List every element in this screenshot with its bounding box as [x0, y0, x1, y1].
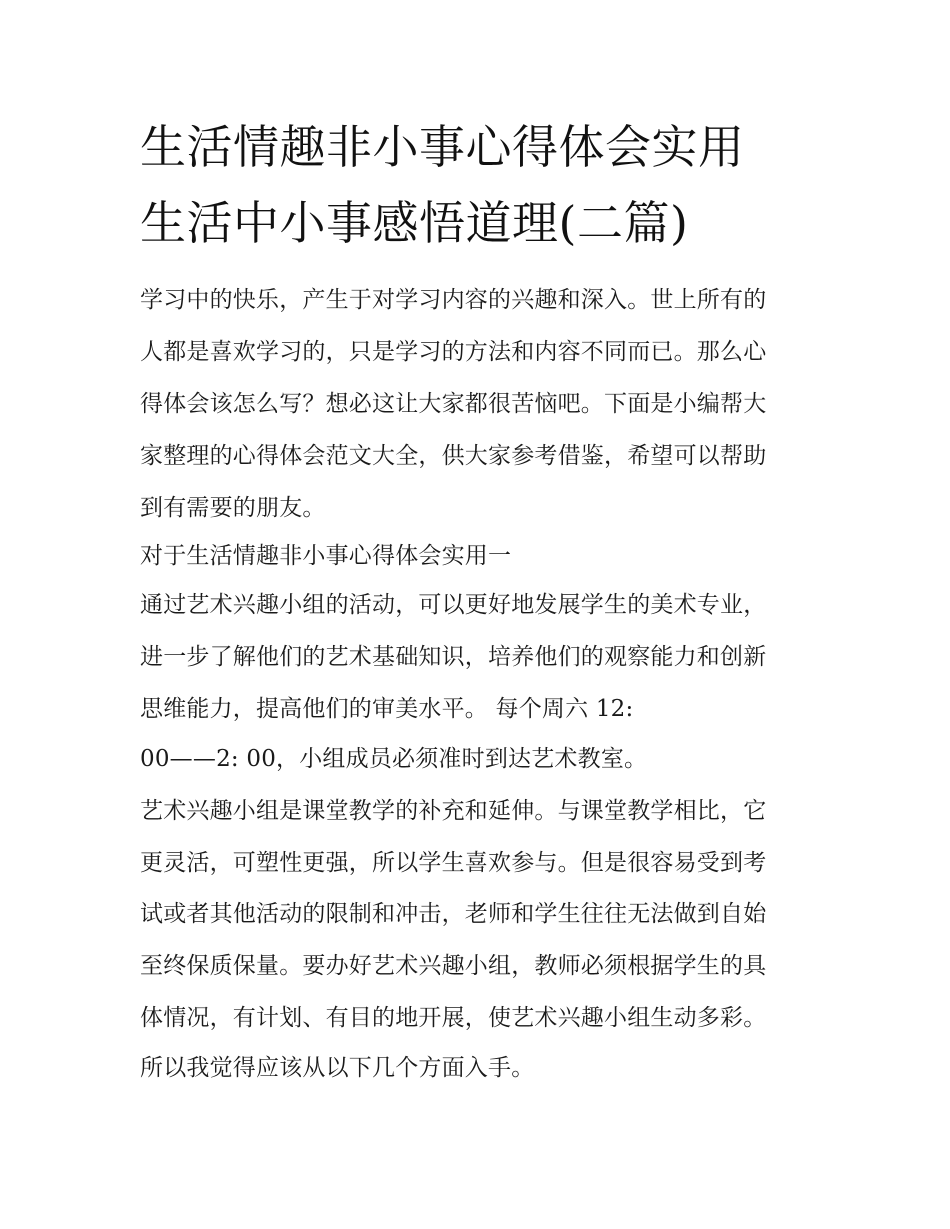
- group-paragraph-line-3: 试或者其他活动的限制和冲击，老师和学生往往无法做到自始: [140, 901, 767, 927]
- activity-paragraph-line-3: 思维能力，提高他们的审美水平。 每个周六 12:: [140, 696, 634, 722]
- intro-paragraph-line-3: 得体会该怎么写？想必这让大家都很苦恼吧。下面是小编帮大: [140, 391, 767, 417]
- group-paragraph-line-2: 更灵活，可塑性更强，所以学生喜欢参与。但是很容易受到考: [140, 850, 767, 876]
- group-paragraph-line-6: 所以我觉得应该从以下几个方面入手。: [140, 1055, 535, 1081]
- group-paragraph-line-1: 艺术兴趣小组是课堂教学的补充和延伸。与课堂教学相比，它: [140, 798, 767, 824]
- section-heading: 对于生活情趣非小事心得体会实用一: [140, 543, 512, 569]
- group-paragraph-line-5: 体情况，有计划、有目的地开展，使艺术兴趣小组生动多彩。: [140, 1005, 767, 1031]
- activity-paragraph-line-1: 通过艺术兴趣小组的活动，可以更好地发展学生的美术专业，: [140, 592, 767, 618]
- intro-paragraph-line-2: 人都是喜欢学习的，只是学习的方法和内容不同而已。那么心: [140, 339, 767, 365]
- document-title-line-2: 生活中小事感悟道理(二篇): [140, 196, 689, 250]
- intro-paragraph-line-4: 家整理的心得体会范文大全，供大家参考借鉴，希望可以帮助: [140, 443, 767, 469]
- intro-paragraph-line-1: 学习中的快乐，产生于对学习内容的兴趣和深入。世上所有的: [140, 287, 767, 313]
- activity-paragraph-line-2: 进一步了解他们的艺术基础知识，培养他们的观察能力和创新: [140, 644, 767, 670]
- intro-paragraph-line-5: 到有需要的朋友。: [140, 495, 326, 521]
- activity-paragraph-line-4: 00——2: 00，小组成员必须准时到达艺术教室。: [140, 746, 648, 772]
- document-title-line-1: 生活情趣非小事心得体会实用: [140, 120, 745, 174]
- group-paragraph-line-4: 至终保质保量。要办好艺术兴趣小组，教师必须根据学生的具: [140, 953, 767, 979]
